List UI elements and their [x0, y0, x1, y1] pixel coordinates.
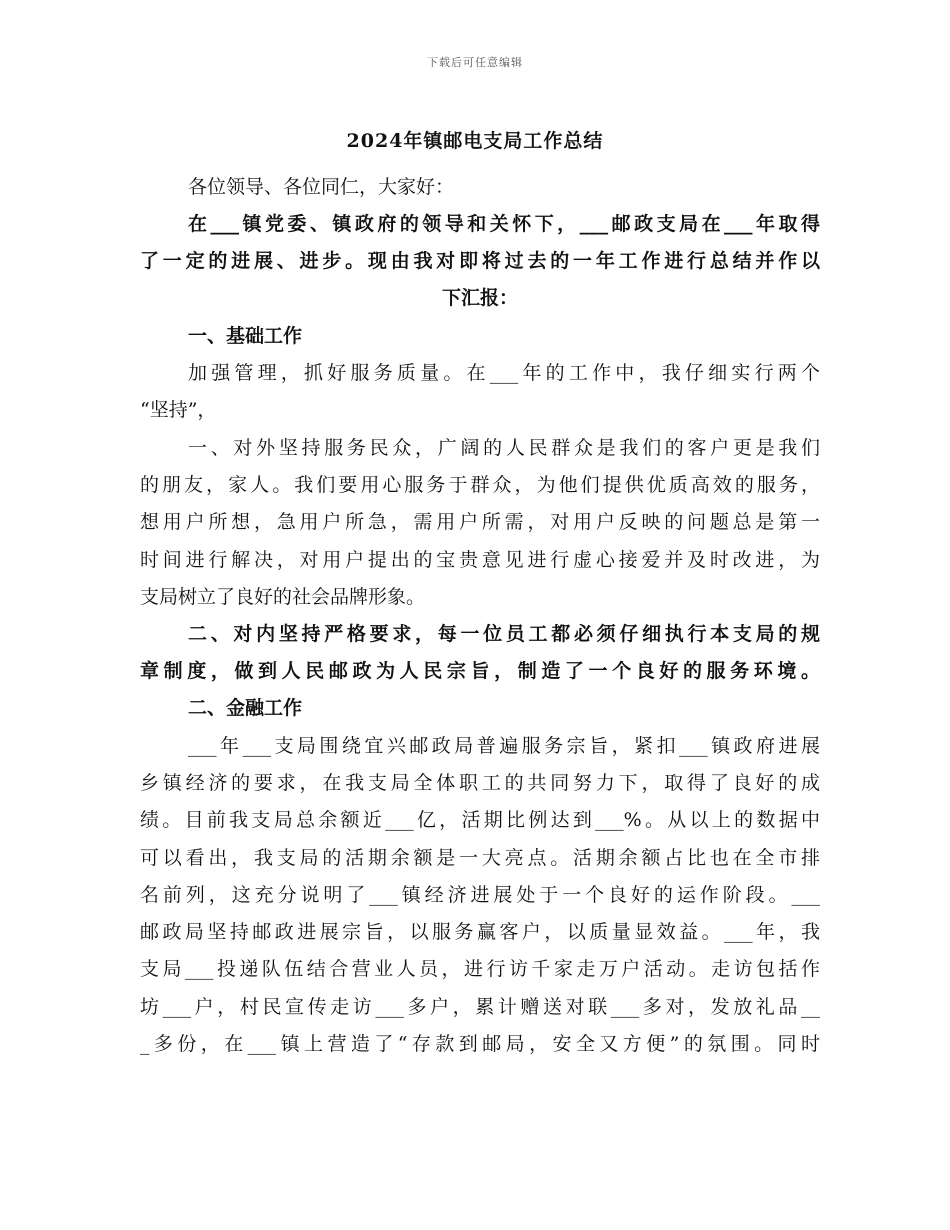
paragraph-line: 的朋友，家人。我们要用心服务于群众，为他们提供优质高效的服务， — [140, 474, 820, 496]
section-heading-finance: 二、金融工作 — [188, 697, 303, 719]
paragraph-line-bold: 二、对内坚持严格要求，每一位员工都必须仔细执行本支局的规 — [188, 623, 820, 645]
intro-line-3: 下汇报： — [441, 287, 518, 309]
paragraph-line: 可以看出，我支局的活期余额是一大亮点。活期余额占比也在全市排 — [140, 847, 820, 869]
paragraph-line: 乡镇经济的要求，在我支局全体职工的共同努力下，取得了良好的成 — [140, 772, 820, 794]
paragraph-line: 邮政局坚持邮政进展宗旨，以服务赢客户，以质量显效益。___年，我 — [140, 921, 820, 943]
paragraph-line: 支局树立了良好的社会品牌形象。 — [140, 586, 426, 608]
paragraph-line-bold: 章制度，做到人民邮政为人民宗旨，制造了一个良好的服务环境。 — [140, 660, 820, 682]
salutation: 各位领导、各位同仁，大家好： — [188, 176, 455, 198]
intro-line-1: 在___镇党委、镇政府的领导和关怀下，___邮政支局在___年取得 — [188, 213, 820, 235]
paragraph-line: 时间进行解决，对用户提出的宝贵意见进行虚心接爱并及时改进，为 — [140, 549, 820, 571]
paragraph-line: “坚持”， — [140, 399, 217, 421]
paragraph-line: _多份，在___镇上营造了“存款到邮局，安全又方便”的氛围。同时 — [140, 1033, 820, 1055]
paragraph-line: 绩。目前我支局总余额近___亿，活期比例达到___%。从以上的数据中 — [140, 809, 820, 831]
paragraph-line: 支局___投递队伍结合营业人员，进行访千家走万户活动。走访包括作 — [140, 958, 820, 980]
paragraph-line: ___年___支局围绕宜兴邮政局普遍服务宗旨，紧扣___镇政府进展 — [188, 735, 820, 757]
paragraph-line: 名前列，这充分说明了___镇经济进展处于一个良好的运作阶段。___ — [140, 884, 820, 906]
paragraph-line: 想用户所想，急用户所急，需用户所需，对用户反映的问题总是第一 — [140, 511, 820, 533]
paragraph-line: 一、对外坚持服务民众，广阔的人民群众是我们的客户更是我们 — [188, 437, 820, 459]
document-title: 2024年镇邮电支局工作总结 — [346, 130, 604, 152]
intro-line-2: 了一定的进展、进步。现由我对即将过去的一年工作进行总结并作以 — [140, 250, 820, 272]
section-heading-basic: 一、基础工作 — [188, 325, 303, 347]
paragraph-line: 加强管理，抓好服务质量。在___年的工作中，我仔细实行两个 — [188, 362, 820, 384]
paragraph-line: 坊___户，村民宣传走访___多户，累计赠送对联___多对，发放礼品__ — [140, 996, 820, 1018]
page-header: 下载后可任意编辑 — [427, 56, 523, 69]
